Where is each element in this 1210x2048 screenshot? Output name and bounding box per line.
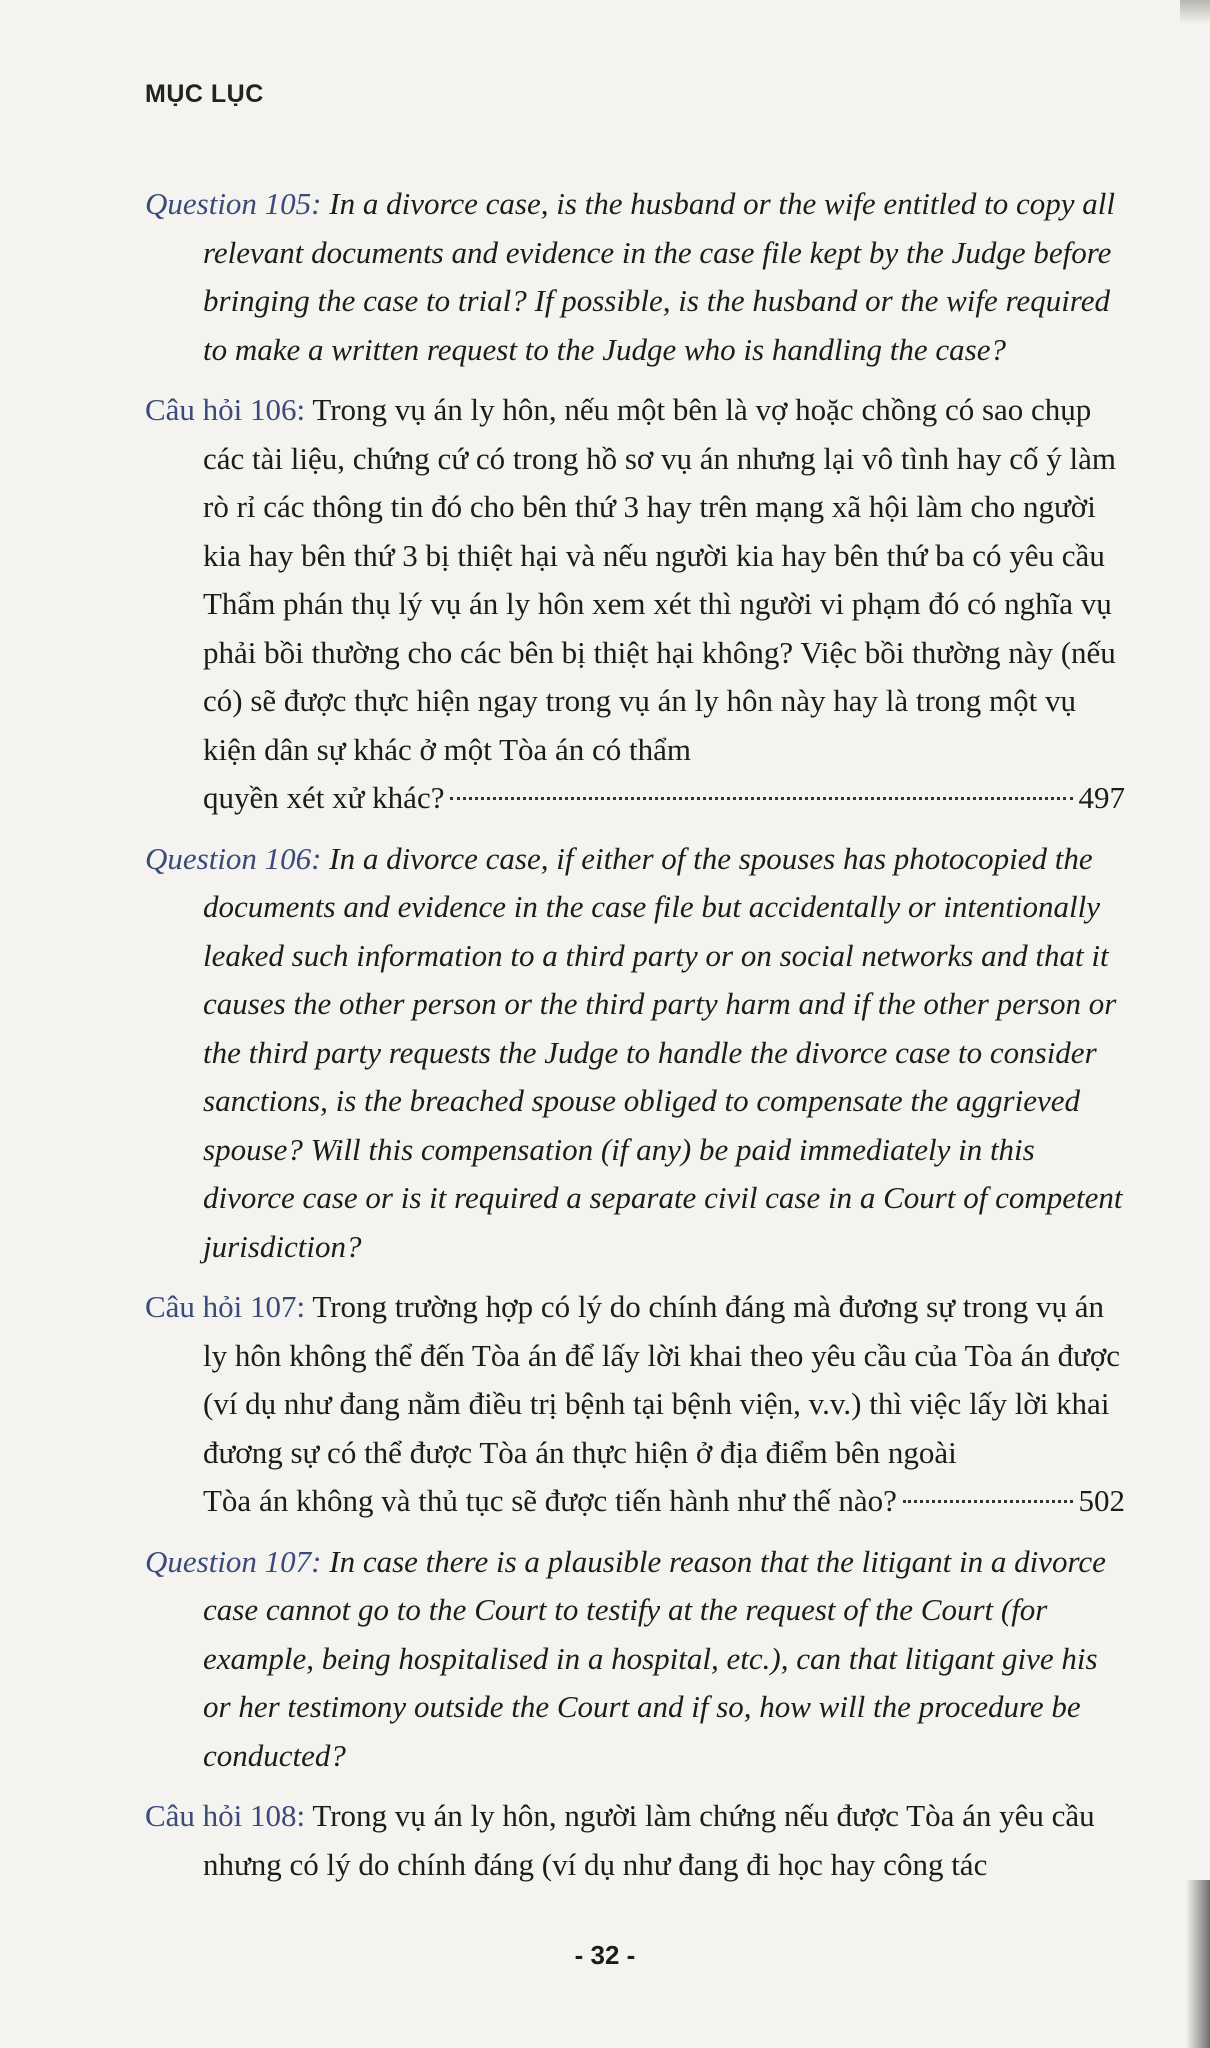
entry-label: Question 107: bbox=[145, 1543, 322, 1579]
page-number: - 32 - bbox=[574, 1940, 636, 1970]
entry-label: Question 106: bbox=[145, 840, 322, 876]
page-corner-shadow bbox=[1180, 0, 1210, 24]
entry-text: Trong trường hợp có lý do chính đáng mà đương sự trong vụ án ly hôn không thể đến Tòa án để lấy lời khai theo yêu cầu của Tòa án được (ví dụ như đang nằm điều trị bệnh tại bệnh viện, v.v.) thì việc lấy lời khai đương sự có thể được Tòa án thực hiện ở địa điểm bên ngoài bbox=[203, 1289, 1121, 1470]
entry-page-number: 502 bbox=[1078, 1483, 1125, 1518]
entry-label: Câu hỏi 108: bbox=[145, 1798, 306, 1833]
dot-leader bbox=[450, 797, 1072, 800]
entry-label: Question 105: bbox=[145, 186, 322, 221]
toc-entry-question-105 bbox=[145, 180, 1125, 374]
entry-text: In a divorce case, is the husband or the wife entitled to copy all relevant documents and evidence in the case file kept by the Judge before bringing the case to trial? If possible, is the husband or the wife required to make a written request to the Judge who is handling the case? bbox=[203, 186, 1116, 367]
toc-entry-cau-hoi-106 bbox=[145, 386, 1125, 823]
entry-text-last-line: Tòa án không và thủ tục sẽ được tiến hành như thế nào? bbox=[203, 1483, 897, 1518]
toc-entry-question-106 bbox=[145, 835, 1125, 1272]
entry-text: In a divorce case, if either of the spouses has photocopied the documents and evidence in the case file but accidentally or intentionally leaked such information to a third party or on social networks and that it causes the other person or the third party harm and if the other person or the third party requests the Judge to handle the divorce case to consider sanctions, is the breached spouse obliged to compensate the aggrieved spouse? Will this compensation (if any) be paid immediately in this divorce case or is it required a separate civil case in a Court of competent jurisdiction? bbox=[203, 840, 1123, 1264]
entry-text: In case there is a plausible reason that the litigant in a divorce case cannot go to the Court to testify at the request of the Court (for example, being hospitalised in a hospital, etc.), can that litigant give his or her testimony outside the Court and if so, how will the procedure be conducted? bbox=[203, 1543, 1106, 1773]
entry-page-number: 497 bbox=[1078, 780, 1125, 815]
dot-leader bbox=[903, 1500, 1073, 1503]
entry-text: Trong vụ án ly hôn, người làm chứng nếu được Tòa án yêu cầu nhưng có lý do chính đáng (ví dụ như đang đi học hay công tác bbox=[203, 1798, 1095, 1882]
entry-text-last-line: quyền xét xử khác? bbox=[203, 780, 445, 815]
page-header: MỤC LỤC bbox=[145, 80, 264, 108]
page-edge-shadow bbox=[1186, 1880, 1210, 2048]
entry-leader-line bbox=[203, 1477, 1125, 1526]
toc-entry-question-107 bbox=[145, 1538, 1125, 1781]
toc-entries bbox=[145, 180, 1125, 1901]
entry-label: Câu hỏi 107: bbox=[145, 1289, 306, 1324]
entry-text: Trong vụ án ly hôn, nếu một bên là vợ hoặc chồng có sao chụp các tài liệu, chứng cứ có trong hồ sơ vụ án nhưng lại vô tình hay cố ý làm rò rỉ các thông tin đó cho bên thứ 3 hay trên mạng xã hội làm cho người kia hay bên thứ 3 bị thiệt hại và nếu người kia hay bên thứ ba có yêu cầu Thẩm phán thụ lý vụ án ly hôn xem xét thì người vi phạm đó có nghĩa vụ phải bồi thường cho các bên bị thiệt hại không? Việc bồi thường này (nếu có) sẽ được thực hiện ngay trong vụ án ly hôn này hay là trong một vụ kiện dân sự khác ở một Tòa án có thẩm bbox=[203, 392, 1117, 767]
toc-entry-cau-hoi-107 bbox=[145, 1283, 1125, 1526]
entry-label: Câu hỏi 106: bbox=[145, 392, 306, 427]
entry-leader-line bbox=[203, 774, 1125, 823]
toc-entry-cau-hoi-108 bbox=[145, 1792, 1125, 1889]
